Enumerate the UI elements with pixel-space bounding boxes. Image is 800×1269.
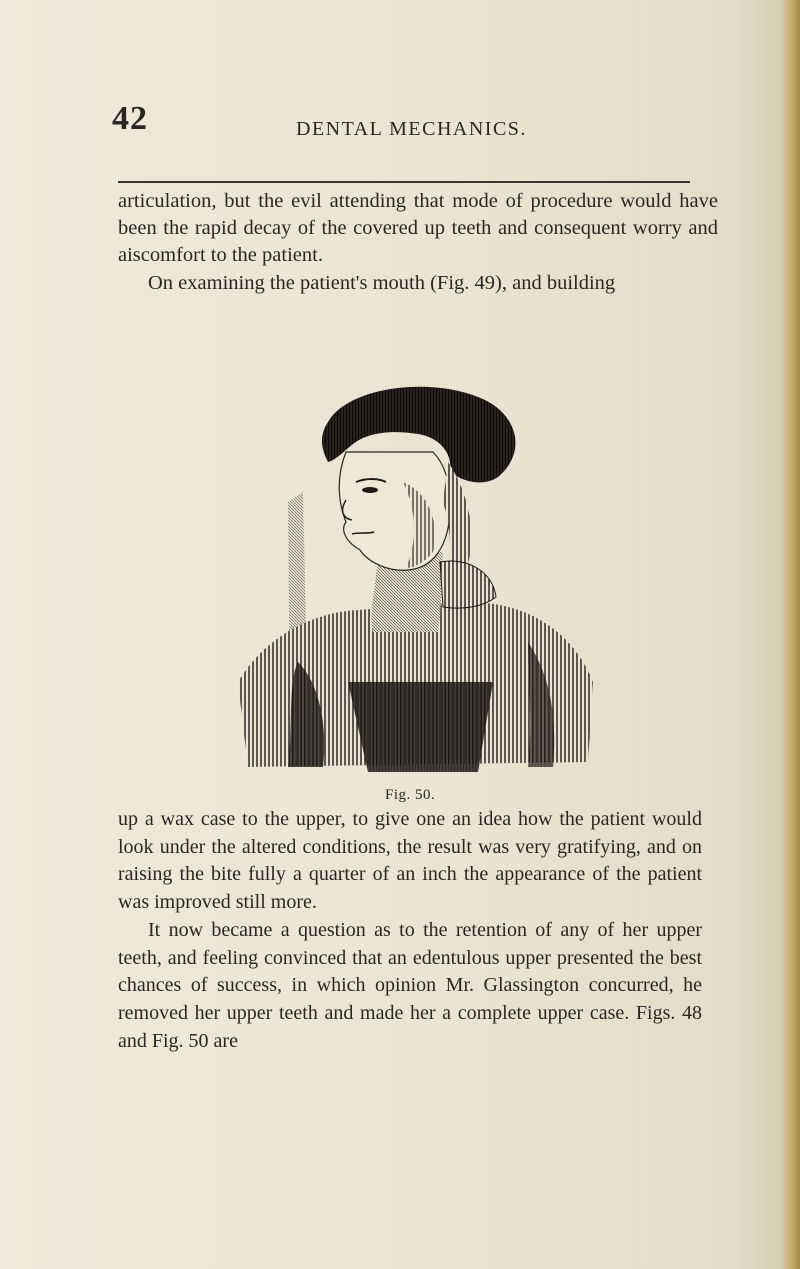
running-head: DENTAL MECHANICS. [296,118,527,140]
header-rule [118,181,690,183]
paragraph: On examining the patient's mouth (Fig. 49), and building [148,271,616,294]
paragraph: articulation, but the evil attending that mode of procedure would have been the rapid decay of the covered up teeth and consequent worry and aiscomfort to the patient. [118,190,718,267]
portrait-illustration [228,382,600,772]
figure-caption: Fig. 50. [385,787,436,803]
paragraph: It now became a question as to the retention of any of her upper teeth, and feeling convinced that an edentulous upper presented the best chances of success, in which opinion Mr. Glassington concurred, he removed her upper teeth and made her a complete upper case. Figs. 48 and Fig. 50 are [118,918,702,1052]
text-block-bottom [118,806,702,1055]
paragraph: up a wax case to the upper, to give one an idea how the patient would look under the altered conditions, the result was very gratifying, and on raising the bite fully a quarter of an inch the appearance of the patient was improved still more. [118,808,702,914]
text-block-top [118,188,718,297]
page-edge-shadow [782,0,800,1269]
page-number: 42 [112,100,148,137]
